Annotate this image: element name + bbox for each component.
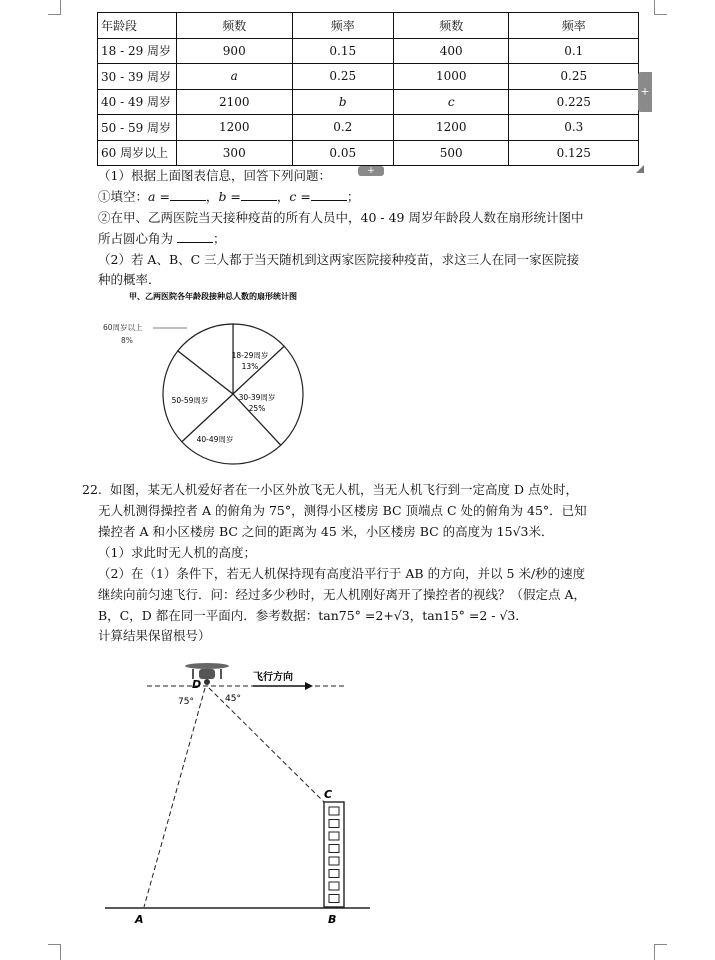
c-label: c = bbox=[289, 189, 311, 204]
slice-label: 30-39周岁 bbox=[238, 393, 276, 402]
building-window bbox=[329, 845, 339, 853]
point-d-label: D bbox=[192, 678, 202, 691]
q22-line8: 计算结果保留根号） bbox=[98, 628, 211, 643]
crop-mark bbox=[60, 0, 61, 14]
table-cell: 1200 bbox=[393, 115, 509, 141]
table-cell: 30 - 39 周岁 bbox=[98, 64, 177, 90]
crop-mark bbox=[48, 14, 61, 15]
table-cell: 0.25 bbox=[292, 64, 393, 90]
table-cell: 300 bbox=[177, 140, 293, 166]
building-window bbox=[329, 895, 339, 903]
table-cell: 0.3 bbox=[509, 115, 639, 141]
table-resize-handle[interactable] bbox=[636, 165, 644, 173]
separator: ， bbox=[205, 189, 219, 204]
drone-diagram bbox=[95, 655, 385, 935]
q22-line2: 无人机测得操控者 A 的俯角为 75°，测得小区楼房 BC 顶端点 C 处的俯角为 45°．已知 bbox=[98, 503, 587, 518]
table-cell: a bbox=[177, 64, 293, 90]
table-cell: 2100 bbox=[177, 89, 293, 115]
table-cell: 60 周岁以上 bbox=[98, 140, 177, 166]
table-cell: 0.1 bbox=[509, 38, 639, 64]
blank-angle[interactable] bbox=[177, 231, 213, 243]
table-header-cell: 频率 bbox=[509, 13, 639, 39]
building-window bbox=[329, 870, 339, 878]
table-row bbox=[98, 64, 639, 90]
pie-slices bbox=[163, 324, 303, 464]
outside-label-line1: 60周岁以上 bbox=[103, 323, 143, 332]
blank-a[interactable] bbox=[170, 189, 206, 201]
slice-label: 18-29周岁 bbox=[231, 351, 269, 360]
building-window bbox=[329, 820, 339, 828]
table-cell: 1000 bbox=[393, 64, 509, 90]
table-cell: 0.2 bbox=[292, 115, 393, 141]
building-window bbox=[329, 882, 339, 890]
table-cell: 1200 bbox=[177, 115, 293, 141]
table-header-row bbox=[98, 13, 639, 39]
table-header-cell: 频率 bbox=[292, 13, 393, 39]
crop-mark bbox=[654, 944, 667, 945]
table-cell: 500 bbox=[393, 140, 509, 166]
point-b-label: B bbox=[328, 913, 337, 926]
q22-line1: 如图，某无人机爱好者在一小区外放飞无人机，当无人机飞行到一定高度 D 点处时， bbox=[110, 482, 578, 497]
q22-line6: 继续向前匀速飞行．问：经过多少秒时，无人机刚好离开了操控者的视线？（假定点 A， bbox=[98, 587, 587, 602]
table-row bbox=[98, 140, 639, 166]
point-a-label: A bbox=[135, 913, 144, 926]
table-row bbox=[98, 38, 639, 64]
pie-chart bbox=[95, 288, 355, 468]
angle-75-label: 75° bbox=[178, 697, 194, 707]
table-cell: 0.05 bbox=[292, 140, 393, 166]
end-mark: ； bbox=[213, 231, 226, 246]
frequency-table bbox=[97, 12, 639, 166]
line-da bbox=[144, 688, 205, 907]
table-header-cell: 频数 bbox=[393, 13, 509, 39]
building-window bbox=[329, 807, 339, 815]
table-cell: c bbox=[393, 89, 509, 115]
blank-b[interactable] bbox=[241, 189, 277, 201]
q21-angle-line2 bbox=[98, 231, 226, 247]
table-add-row-handle[interactable]: + bbox=[358, 166, 384, 176]
table-cell: 400 bbox=[393, 38, 509, 64]
q21-angle-line1: ②在甲、乙两医院当天接种疫苗的所有人员中，40 - 49 周岁年龄段人数在扇形统计图中 bbox=[98, 210, 584, 225]
separator: ， bbox=[276, 189, 290, 204]
table-cell: 18 - 29 周岁 bbox=[98, 38, 177, 64]
a-label: a = bbox=[148, 189, 170, 204]
building-window bbox=[329, 832, 339, 840]
flight-arrow-head bbox=[305, 682, 313, 690]
q22-number: 22. bbox=[82, 482, 102, 497]
angle-text: 所占圆心角为 bbox=[98, 231, 174, 246]
crop-mark bbox=[654, 14, 667, 15]
table-cell: 900 bbox=[177, 38, 293, 64]
q22-line3: 操控者 A 和小区楼房 BC 之间的距离为 45 米，小区楼房 BC 的高度为 15√3米． bbox=[98, 524, 554, 539]
q21-fill-blank bbox=[98, 189, 359, 205]
slice-value-label: 13% bbox=[241, 362, 259, 371]
table-header-cell: 频数 bbox=[177, 13, 293, 39]
table-cell: 0.125 bbox=[509, 140, 639, 166]
q22-line4: （1）求此时无人机的高度； bbox=[98, 545, 256, 560]
b-label: b = bbox=[218, 189, 241, 204]
table-row bbox=[98, 89, 639, 115]
slice-label: 50-59周岁 bbox=[171, 396, 209, 405]
table-cell: 0.15 bbox=[292, 38, 393, 64]
crop-mark bbox=[654, 944, 655, 960]
blank-c[interactable] bbox=[311, 189, 347, 201]
building-bc bbox=[324, 802, 344, 907]
flight-direction-label: 飞行方向 bbox=[253, 672, 293, 683]
q22-line5: （2）在（1）条件下，若无人机保持现有高度沿平行于 AB 的方向，并以 5 米/秒的速度 bbox=[98, 566, 586, 581]
point-c-label: C bbox=[324, 788, 333, 801]
end-mark: ； bbox=[346, 189, 360, 204]
q21-part2-line1: （2）若 A、B、C 三人都于当天随机到这两家医院接种疫苗，求这三人在同一家医院接 bbox=[98, 252, 580, 267]
crop-mark bbox=[48, 944, 61, 945]
crop-mark bbox=[654, 0, 655, 14]
chart-title: 甲、乙两医院各年龄段接种总人数的扇形统计图 bbox=[129, 292, 297, 301]
line-dc bbox=[209, 688, 324, 802]
q22-line7: B，C，D 都在同一平面内．参考数据：tan75° =2+√3，tan15° =2 - √3． bbox=[98, 608, 528, 623]
slice-value-label: 25% bbox=[248, 404, 266, 413]
slice-label: 40-49周岁 bbox=[196, 435, 234, 444]
fill-prefix: ①填空： bbox=[98, 189, 149, 204]
crop-mark bbox=[60, 944, 61, 960]
table-row bbox=[98, 115, 639, 141]
table-cell: 40 - 49 周岁 bbox=[98, 89, 177, 115]
table-cell: 0.25 bbox=[509, 64, 639, 90]
outside-label-line2: 8% bbox=[121, 336, 133, 345]
table-header-cell: 年龄段 bbox=[98, 13, 177, 39]
angle-45-label: 45° bbox=[225, 694, 241, 704]
table-expand-handle[interactable]: + bbox=[638, 72, 652, 112]
table-cell: 50 - 59 周岁 bbox=[98, 115, 177, 141]
table-cell: b bbox=[292, 89, 393, 115]
q21-part2-line2: 种的概率． bbox=[98, 272, 161, 287]
q21-part1: （1）根据上面图表信息，回答下列问题： bbox=[98, 168, 331, 183]
building-window bbox=[329, 857, 339, 865]
table-cell: 0.225 bbox=[509, 89, 639, 115]
